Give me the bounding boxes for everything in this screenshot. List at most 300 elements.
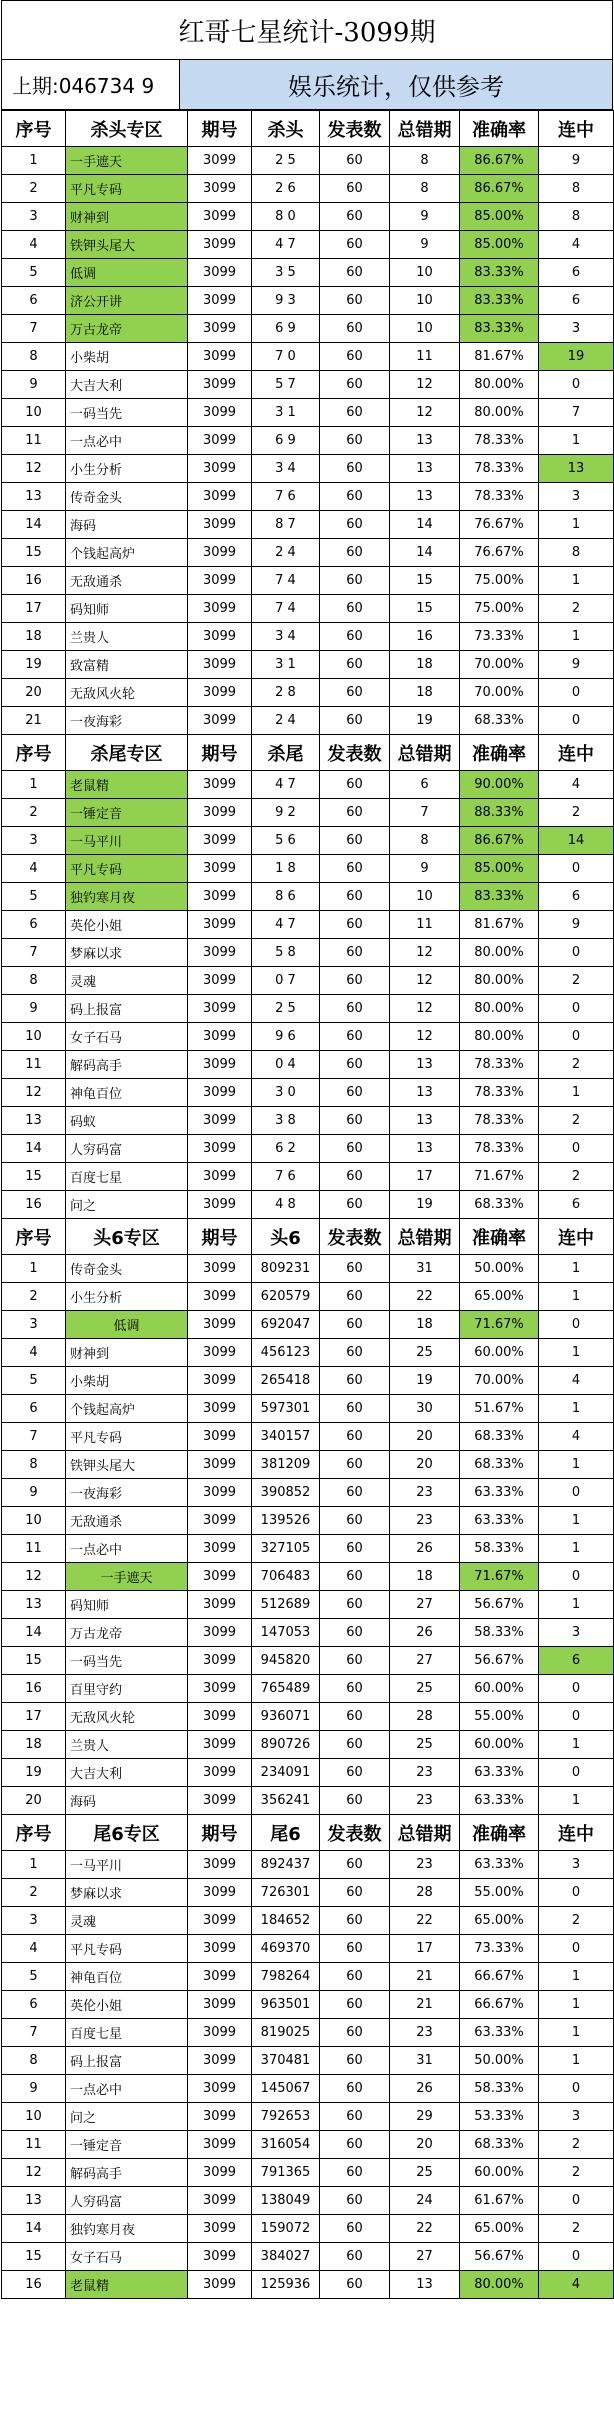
table-row bbox=[2, 651, 614, 679]
cell-accuracy: 65.00% bbox=[460, 1907, 539, 1935]
cell-index: 7 bbox=[2, 1423, 66, 1451]
cell-name: 神龟百位 bbox=[66, 1079, 188, 1107]
cell-streak: 3 bbox=[539, 2103, 614, 2131]
cell-index: 8 bbox=[2, 2047, 66, 2075]
cell-errors: 8 bbox=[390, 175, 460, 203]
cell-issue: 3099 bbox=[188, 1311, 252, 1339]
cell-errors: 26 bbox=[390, 1535, 460, 1563]
cell-name: 一夜海彩 bbox=[66, 1479, 188, 1507]
cell-accuracy: 71.67% bbox=[460, 1163, 539, 1191]
cell-streak: 4 bbox=[539, 2271, 614, 2299]
cell-published: 60 bbox=[320, 651, 390, 679]
table-row bbox=[2, 1079, 614, 1107]
cell-value: 6 2 bbox=[252, 1135, 320, 1163]
table-row bbox=[2, 539, 614, 567]
cell-name: 梦麻以求 bbox=[66, 1879, 188, 1907]
table-row bbox=[2, 2131, 614, 2159]
cell-streak: 3 bbox=[539, 483, 614, 511]
cell-name: 无敌通杀 bbox=[66, 567, 188, 595]
cell-errors: 25 bbox=[390, 1675, 460, 1703]
cell-accuracy: 83.33% bbox=[460, 315, 539, 343]
cell-streak: 1 bbox=[539, 1255, 614, 1283]
cell-index: 4 bbox=[2, 855, 66, 883]
cell-value: 3 4 bbox=[252, 455, 320, 483]
cell-index: 7 bbox=[2, 939, 66, 967]
cell-issue: 3099 bbox=[188, 2019, 252, 2047]
table-row bbox=[2, 2187, 614, 2215]
cell-issue: 3099 bbox=[188, 147, 252, 175]
cell-issue: 3099 bbox=[188, 2243, 252, 2271]
cell-issue: 3099 bbox=[188, 911, 252, 939]
cell-errors: 13 bbox=[390, 1051, 460, 1079]
column-header-errors: 总错期 bbox=[390, 1219, 460, 1255]
cell-accuracy: 80.00% bbox=[460, 967, 539, 995]
cell-issue: 3099 bbox=[188, 1163, 252, 1191]
cell-issue: 3099 bbox=[188, 995, 252, 1023]
cell-streak: 0 bbox=[539, 1311, 614, 1339]
column-header-issue: 期号 bbox=[188, 1815, 252, 1851]
cell-accuracy: 63.33% bbox=[460, 2019, 539, 2047]
cell-errors: 14 bbox=[390, 511, 460, 539]
cell-accuracy: 65.00% bbox=[460, 2215, 539, 2243]
cell-streak: 2 bbox=[539, 2215, 614, 2243]
cell-name: 平凡专码 bbox=[66, 175, 188, 203]
cell-errors: 10 bbox=[390, 315, 460, 343]
cell-published: 60 bbox=[320, 231, 390, 259]
cell-value: 9 2 bbox=[252, 799, 320, 827]
cell-errors: 17 bbox=[390, 1935, 460, 1963]
cell-streak: 1 bbox=[539, 567, 614, 595]
cell-accuracy: 80.00% bbox=[460, 2271, 539, 2299]
cell-errors: 27 bbox=[390, 2243, 460, 2271]
cell-streak: 1 bbox=[539, 2019, 614, 2047]
cell-value: 2 5 bbox=[252, 147, 320, 175]
cell-streak: 19 bbox=[539, 343, 614, 371]
cell-accuracy: 75.00% bbox=[460, 595, 539, 623]
table-row bbox=[2, 231, 614, 259]
cell-value: 6 9 bbox=[252, 427, 320, 455]
cell-index: 15 bbox=[2, 1647, 66, 1675]
cell-index: 4 bbox=[2, 1339, 66, 1367]
column-header-errors: 总错期 bbox=[390, 1815, 460, 1851]
table-row bbox=[2, 2215, 614, 2243]
table-row bbox=[2, 1367, 614, 1395]
cell-published: 60 bbox=[320, 147, 390, 175]
cell-name: 百度七星 bbox=[66, 1163, 188, 1191]
cell-accuracy: 65.00% bbox=[460, 1283, 539, 1311]
cell-errors: 17 bbox=[390, 1163, 460, 1191]
cell-index: 3 bbox=[2, 1907, 66, 1935]
cell-name: 一点必中 bbox=[66, 427, 188, 455]
cell-index: 13 bbox=[2, 1107, 66, 1135]
cell-name: 女子石马 bbox=[66, 2243, 188, 2271]
cell-issue: 3099 bbox=[188, 967, 252, 995]
cell-accuracy: 58.33% bbox=[460, 2075, 539, 2103]
cell-index: 19 bbox=[2, 651, 66, 679]
cell-issue: 3099 bbox=[188, 1395, 252, 1423]
cell-value: 265418 bbox=[252, 1367, 320, 1395]
table-row bbox=[2, 147, 614, 175]
cell-index: 13 bbox=[2, 483, 66, 511]
cell-accuracy: 80.00% bbox=[460, 939, 539, 967]
cell-issue: 3099 bbox=[188, 1879, 252, 1907]
column-header-errors: 总错期 bbox=[390, 111, 460, 147]
cell-name: 无敌风火轮 bbox=[66, 1703, 188, 1731]
cell-name: 码上报富 bbox=[66, 995, 188, 1023]
cell-errors: 28 bbox=[390, 1879, 460, 1907]
cell-errors: 12 bbox=[390, 1023, 460, 1051]
cell-issue: 3099 bbox=[188, 1731, 252, 1759]
cell-issue: 3099 bbox=[188, 2187, 252, 2215]
column-header-value: 杀头 bbox=[252, 111, 320, 147]
cell-issue: 3099 bbox=[188, 827, 252, 855]
disclaimer-banner: 娱乐统计，仅供参考 bbox=[180, 60, 612, 109]
cell-name: 铁钾头尾大 bbox=[66, 1451, 188, 1479]
column-header-index: 序号 bbox=[2, 735, 66, 771]
cell-accuracy: 80.00% bbox=[460, 1023, 539, 1051]
cell-name: 独钓寒月夜 bbox=[66, 883, 188, 911]
cell-index: 12 bbox=[2, 2159, 66, 2187]
cell-value: 0 7 bbox=[252, 967, 320, 995]
cell-errors: 25 bbox=[390, 2159, 460, 2187]
table-row bbox=[2, 343, 614, 371]
column-header-index: 序号 bbox=[2, 1815, 66, 1851]
cell-value: 2 5 bbox=[252, 995, 320, 1023]
cell-streak: 6 bbox=[539, 287, 614, 315]
cell-streak: 0 bbox=[539, 707, 614, 735]
cell-published: 60 bbox=[320, 707, 390, 735]
cell-value: 3 1 bbox=[252, 399, 320, 427]
cell-streak: 1 bbox=[539, 1591, 614, 1619]
table-row bbox=[2, 2019, 614, 2047]
cell-errors: 12 bbox=[390, 371, 460, 399]
cell-name: 兰贵人 bbox=[66, 1731, 188, 1759]
cell-accuracy: 73.33% bbox=[460, 1935, 539, 1963]
cell-issue: 3099 bbox=[188, 175, 252, 203]
cell-index: 17 bbox=[2, 595, 66, 623]
cell-streak: 8 bbox=[539, 175, 614, 203]
cell-published: 60 bbox=[320, 175, 390, 203]
table-row bbox=[2, 939, 614, 967]
cell-issue: 3099 bbox=[188, 1479, 252, 1507]
cell-name: 解码高手 bbox=[66, 2159, 188, 2187]
cell-published: 60 bbox=[320, 1107, 390, 1135]
cell-published: 60 bbox=[320, 1163, 390, 1191]
column-header-name: 杀尾专区 bbox=[66, 735, 188, 771]
cell-name: 低调 bbox=[66, 259, 188, 287]
cell-streak: 1 bbox=[539, 623, 614, 651]
cell-published: 60 bbox=[320, 1879, 390, 1907]
page-title: 红哥七星统计-3099期 bbox=[1, 0, 613, 60]
cell-index: 2 bbox=[2, 799, 66, 827]
cell-issue: 3099 bbox=[188, 427, 252, 455]
cell-errors: 26 bbox=[390, 1619, 460, 1647]
cell-name: 个钱起高炉 bbox=[66, 539, 188, 567]
cell-streak: 0 bbox=[539, 679, 614, 707]
cell-streak: 9 bbox=[539, 651, 614, 679]
cell-value: 6 9 bbox=[252, 315, 320, 343]
cell-streak: 1 bbox=[539, 1963, 614, 1991]
cell-issue: 3099 bbox=[188, 1135, 252, 1163]
cell-index: 8 bbox=[2, 343, 66, 371]
cell-published: 60 bbox=[320, 679, 390, 707]
cell-published: 60 bbox=[320, 1367, 390, 1395]
cell-value: 8 0 bbox=[252, 203, 320, 231]
cell-index: 6 bbox=[2, 287, 66, 315]
table-row bbox=[2, 595, 614, 623]
cell-published: 60 bbox=[320, 2243, 390, 2271]
cell-value: 125936 bbox=[252, 2271, 320, 2299]
cell-accuracy: 78.33% bbox=[460, 483, 539, 511]
cell-published: 60 bbox=[320, 1963, 390, 1991]
cell-streak: 6 bbox=[539, 1191, 614, 1219]
cell-errors: 12 bbox=[390, 399, 460, 427]
cell-name: 一锤定音 bbox=[66, 799, 188, 827]
cell-streak: 4 bbox=[539, 231, 614, 259]
table-row bbox=[2, 1647, 614, 1675]
cell-issue: 3099 bbox=[188, 455, 252, 483]
cell-issue: 3099 bbox=[188, 1963, 252, 1991]
cell-name: 问之 bbox=[66, 1191, 188, 1219]
cell-issue: 3099 bbox=[188, 399, 252, 427]
cell-errors: 30 bbox=[390, 1395, 460, 1423]
cell-errors: 8 bbox=[390, 147, 460, 175]
table-row bbox=[2, 2271, 614, 2299]
cell-index: 17 bbox=[2, 1703, 66, 1731]
cell-streak: 13 bbox=[539, 455, 614, 483]
cell-errors: 19 bbox=[390, 1191, 460, 1219]
cell-published: 60 bbox=[320, 2131, 390, 2159]
cell-published: 60 bbox=[320, 2103, 390, 2131]
cell-streak: 4 bbox=[539, 1367, 614, 1395]
cell-published: 60 bbox=[320, 1479, 390, 1507]
cell-published: 60 bbox=[320, 2159, 390, 2187]
cell-value: 7 0 bbox=[252, 343, 320, 371]
cell-issue: 3099 bbox=[188, 1935, 252, 1963]
cell-value: 456123 bbox=[252, 1339, 320, 1367]
cell-name: 英伦小姐 bbox=[66, 1991, 188, 2019]
cell-published: 60 bbox=[320, 855, 390, 883]
cell-streak: 1 bbox=[539, 1507, 614, 1535]
cell-issue: 3099 bbox=[188, 1283, 252, 1311]
cell-issue: 3099 bbox=[188, 2103, 252, 2131]
cell-issue: 3099 bbox=[188, 771, 252, 799]
cell-index: 9 bbox=[2, 371, 66, 399]
cell-errors: 23 bbox=[390, 1851, 460, 1879]
cell-name: 低调 bbox=[66, 1311, 188, 1339]
cell-accuracy: 83.33% bbox=[460, 287, 539, 315]
cell-index: 5 bbox=[2, 1963, 66, 1991]
cell-value: 139526 bbox=[252, 1507, 320, 1535]
cell-published: 60 bbox=[320, 287, 390, 315]
cell-index: 11 bbox=[2, 427, 66, 455]
cell-published: 60 bbox=[320, 1535, 390, 1563]
cell-published: 60 bbox=[320, 2271, 390, 2299]
cell-published: 60 bbox=[320, 1135, 390, 1163]
cell-published: 60 bbox=[320, 1907, 390, 1935]
cell-value: 945820 bbox=[252, 1647, 320, 1675]
cell-accuracy: 85.00% bbox=[460, 203, 539, 231]
cell-published: 60 bbox=[320, 1255, 390, 1283]
cell-accuracy: 71.67% bbox=[460, 1311, 539, 1339]
cell-errors: 23 bbox=[390, 1507, 460, 1535]
cell-errors: 10 bbox=[390, 287, 460, 315]
cell-errors: 12 bbox=[390, 939, 460, 967]
cell-accuracy: 55.00% bbox=[460, 1879, 539, 1907]
cell-streak: 2 bbox=[539, 967, 614, 995]
cell-value: 890726 bbox=[252, 1731, 320, 1759]
table-row bbox=[2, 1731, 614, 1759]
cell-accuracy: 76.67% bbox=[460, 511, 539, 539]
cell-errors: 11 bbox=[390, 911, 460, 939]
cell-published: 60 bbox=[320, 1851, 390, 1879]
table-row bbox=[2, 1451, 614, 1479]
cell-published: 60 bbox=[320, 511, 390, 539]
cell-published: 60 bbox=[320, 2019, 390, 2047]
stats-table-body bbox=[2, 111, 614, 2299]
cell-streak: 0 bbox=[539, 1759, 614, 1787]
cell-index: 9 bbox=[2, 1479, 66, 1507]
cell-value: 597301 bbox=[252, 1395, 320, 1423]
cell-name: 老鼠精 bbox=[66, 2271, 188, 2299]
info-bar bbox=[1, 60, 613, 110]
cell-accuracy: 81.67% bbox=[460, 911, 539, 939]
cell-index: 14 bbox=[2, 2215, 66, 2243]
cell-value: 9 3 bbox=[252, 287, 320, 315]
cell-name: 兰贵人 bbox=[66, 623, 188, 651]
cell-streak: 3 bbox=[539, 315, 614, 343]
cell-published: 60 bbox=[320, 315, 390, 343]
cell-streak: 2 bbox=[539, 2131, 614, 2159]
cell-errors: 25 bbox=[390, 1339, 460, 1367]
cell-streak: 6 bbox=[539, 883, 614, 911]
cell-errors: 14 bbox=[390, 539, 460, 567]
table-row bbox=[2, 1191, 614, 1219]
cell-accuracy: 56.67% bbox=[460, 1647, 539, 1675]
cell-published: 60 bbox=[320, 343, 390, 371]
cell-index: 11 bbox=[2, 1051, 66, 1079]
cell-name: 一马平川 bbox=[66, 827, 188, 855]
cell-value: 8 7 bbox=[252, 511, 320, 539]
cell-name: 致富精 bbox=[66, 651, 188, 679]
cell-streak: 0 bbox=[539, 1935, 614, 1963]
cell-issue: 3099 bbox=[188, 799, 252, 827]
cell-streak: 1 bbox=[539, 1787, 614, 1815]
cell-value: 5 7 bbox=[252, 371, 320, 399]
cell-streak: 2 bbox=[539, 1163, 614, 1191]
cell-name: 码知师 bbox=[66, 1591, 188, 1619]
cell-errors: 19 bbox=[390, 707, 460, 735]
cell-index: 15 bbox=[2, 2243, 66, 2271]
cell-streak: 0 bbox=[539, 2075, 614, 2103]
cell-published: 60 bbox=[320, 2215, 390, 2243]
column-header-issue: 期号 bbox=[188, 111, 252, 147]
cell-index: 18 bbox=[2, 623, 66, 651]
cell-streak: 0 bbox=[539, 1675, 614, 1703]
cell-errors: 23 bbox=[390, 1479, 460, 1507]
cell-streak: 0 bbox=[539, 1879, 614, 1907]
cell-accuracy: 70.00% bbox=[460, 679, 539, 707]
table-row bbox=[2, 203, 614, 231]
table-row bbox=[2, 883, 614, 911]
cell-published: 60 bbox=[320, 1051, 390, 1079]
cell-value: 819025 bbox=[252, 2019, 320, 2047]
cell-accuracy: 86.67% bbox=[460, 175, 539, 203]
table-row bbox=[2, 1851, 614, 1879]
cell-published: 60 bbox=[320, 883, 390, 911]
cell-index: 16 bbox=[2, 1191, 66, 1219]
cell-errors: 10 bbox=[390, 883, 460, 911]
cell-issue: 3099 bbox=[188, 1339, 252, 1367]
cell-streak: 4 bbox=[539, 771, 614, 799]
cell-index: 11 bbox=[2, 1535, 66, 1563]
cell-issue: 3099 bbox=[188, 1023, 252, 1051]
cell-streak: 6 bbox=[539, 259, 614, 287]
column-header-value: 尾6 bbox=[252, 1815, 320, 1851]
cell-accuracy: 78.33% bbox=[460, 427, 539, 455]
cell-published: 60 bbox=[320, 967, 390, 995]
column-header-streak: 连中 bbox=[539, 735, 614, 771]
cell-streak: 0 bbox=[539, 1563, 614, 1591]
cell-errors: 22 bbox=[390, 2215, 460, 2243]
cell-name: 解码高手 bbox=[66, 1051, 188, 1079]
cell-index: 14 bbox=[2, 1619, 66, 1647]
table-row bbox=[2, 1963, 614, 1991]
cell-accuracy: 58.33% bbox=[460, 1619, 539, 1647]
cell-published: 60 bbox=[320, 483, 390, 511]
table-row bbox=[2, 1703, 614, 1731]
cell-published: 60 bbox=[320, 911, 390, 939]
cell-value: 0 4 bbox=[252, 1051, 320, 1079]
cell-issue: 3099 bbox=[188, 2271, 252, 2299]
cell-published: 60 bbox=[320, 1787, 390, 1815]
cell-published: 60 bbox=[320, 623, 390, 651]
cell-issue: 3099 bbox=[188, 483, 252, 511]
column-header-accuracy: 准确率 bbox=[460, 1815, 539, 1851]
cell-issue: 3099 bbox=[188, 371, 252, 399]
cell-issue: 3099 bbox=[188, 1451, 252, 1479]
cell-errors: 15 bbox=[390, 567, 460, 595]
column-header-published: 发表数 bbox=[320, 111, 390, 147]
cell-name: 个钱起高炉 bbox=[66, 1395, 188, 1423]
cell-issue: 3099 bbox=[188, 203, 252, 231]
cell-published: 60 bbox=[320, 399, 390, 427]
cell-errors: 27 bbox=[390, 1591, 460, 1619]
cell-streak: 3 bbox=[539, 1851, 614, 1879]
cell-index: 3 bbox=[2, 1311, 66, 1339]
column-header-streak: 连中 bbox=[539, 1219, 614, 1255]
cell-value: 7 6 bbox=[252, 483, 320, 511]
table-row bbox=[2, 1395, 614, 1423]
cell-accuracy: 80.00% bbox=[460, 995, 539, 1023]
cell-value: 138049 bbox=[252, 2187, 320, 2215]
cell-index: 12 bbox=[2, 1563, 66, 1591]
cell-accuracy: 86.67% bbox=[460, 147, 539, 175]
cell-index: 5 bbox=[2, 259, 66, 287]
column-header-published: 发表数 bbox=[320, 735, 390, 771]
cell-index: 4 bbox=[2, 231, 66, 259]
cell-errors: 28 bbox=[390, 1703, 460, 1731]
cell-accuracy: 70.00% bbox=[460, 1367, 539, 1395]
cell-name: 海码 bbox=[66, 1787, 188, 1815]
cell-index: 6 bbox=[2, 911, 66, 939]
cell-streak: 1 bbox=[539, 1339, 614, 1367]
cell-accuracy: 71.67% bbox=[460, 1563, 539, 1591]
cell-issue: 3099 bbox=[188, 883, 252, 911]
cell-errors: 9 bbox=[390, 203, 460, 231]
cell-value: 1 8 bbox=[252, 855, 320, 883]
cell-errors: 24 bbox=[390, 2187, 460, 2215]
